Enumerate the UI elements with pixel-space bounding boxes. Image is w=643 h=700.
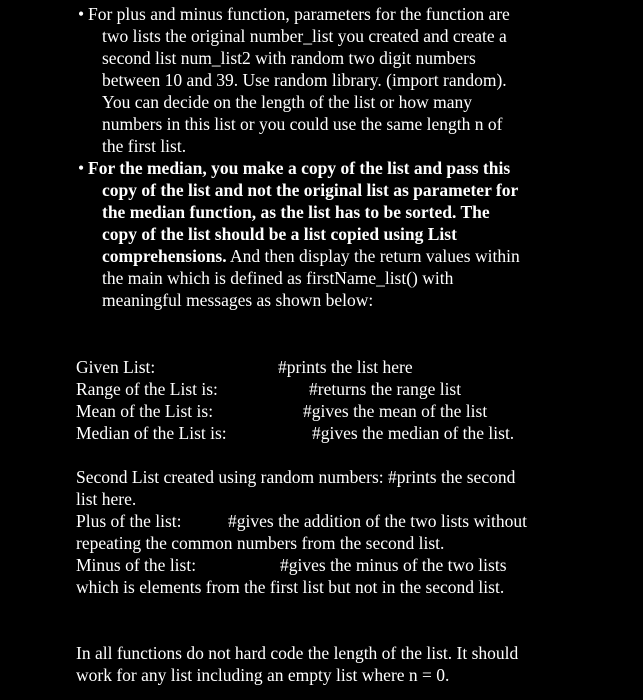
bold-text: comprehensions. <box>102 246 227 266</box>
bullet-mark: • <box>78 4 85 24</box>
bullet-text-line: the main which is defined as firstName_list() with <box>102 268 454 288</box>
output-comment: #gives the median of the list. <box>312 423 515 443</box>
plus-line-2: repeating the common numbers from the second list. <box>76 533 445 553</box>
minus-label: Minus of the list: <box>76 555 197 575</box>
minus-line-2: which is elements from the first list but not in the second list. <box>76 577 505 597</box>
bullet-text-line: numbers in this list or you could use the same length n of <box>102 114 503 134</box>
second-list-line: list here. <box>76 489 137 509</box>
bullet-text-line: two lists the original number_list you created and create a <box>102 26 507 46</box>
output-label: Given List: <box>76 357 156 377</box>
bullet-text-line: For the median, you make a copy of the list and pass this <box>88 158 511 178</box>
bullet-text-line: meaningful messages as shown below: <box>102 290 374 310</box>
bullet-text-line: You can decide on the length of the list or how many <box>102 92 473 112</box>
output-comment: #prints the list here <box>278 357 413 377</box>
minus-comment: #gives the minus of the two lists <box>280 555 507 575</box>
output-label: Range of the List is: <box>76 379 218 399</box>
bullet-median <box>78 157 578 311</box>
bullet-text-line: between 10 and 39. Use random library. (import random). <box>102 70 507 90</box>
output-label: Mean of the List is: <box>76 401 214 421</box>
bullet-text-line <box>88 245 578 267</box>
bullet-plus-minus <box>78 3 578 157</box>
bullet-text-line: For plus and minus function, parameters for the function are <box>88 4 510 24</box>
bullet-text-line: the first list. <box>102 136 187 156</box>
bullet-text-line: second list num_list2 with random two digit numbers <box>102 48 476 68</box>
final-note-line: work for any list including an empty list where n = 0. <box>76 665 450 685</box>
output-comment: #returns the range list <box>309 379 462 399</box>
bullet-text-line: the median function, as the list has to be sorted. The <box>102 202 490 222</box>
output-comment: #gives the mean of the list <box>303 401 488 421</box>
bullet-text-line: copy of the list and not the original list as parameter for <box>102 180 519 200</box>
bullet-mark: • <box>78 158 85 178</box>
bullet-text-line: copy of the list should be a list copied using List <box>102 224 457 244</box>
plain-text: And then display the return values within <box>226 246 520 266</box>
second-list-line: Second List created using random numbers: #prints the second <box>76 467 516 487</box>
plus-comment: #gives the addition of the two lists without <box>228 511 527 531</box>
output-label: Median of the List is: <box>76 423 227 443</box>
plus-label: Plus of the list: <box>76 511 182 531</box>
final-note-line: In all functions do not hard code the length of the list. It should <box>76 643 519 663</box>
